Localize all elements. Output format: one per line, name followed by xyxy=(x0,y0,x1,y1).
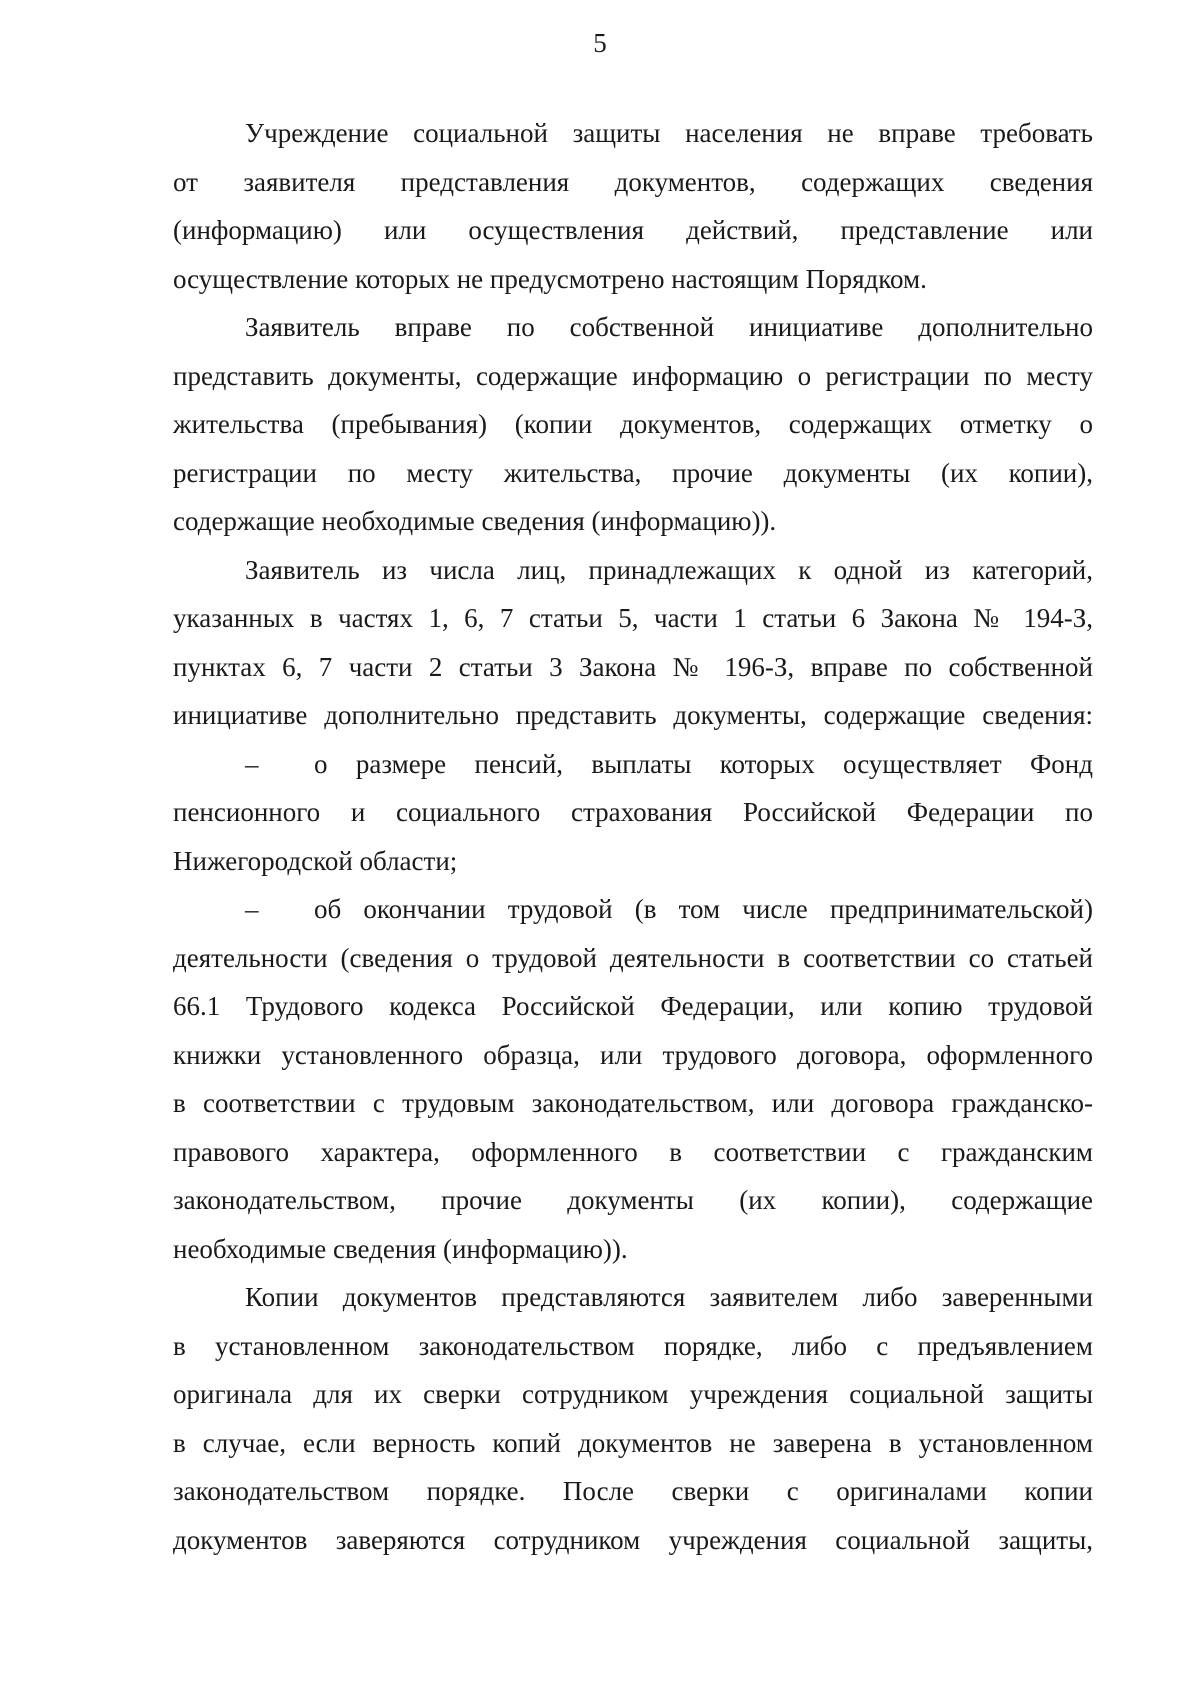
text-line: пунктах 6, 7 части 2 статьи 3 Закона № 196-З, вправе по собственной xyxy=(173,651,1093,682)
text-line: книжки установленного образца, или трудового договора, оформленного xyxy=(173,1039,1093,1070)
text-line: инициативе дополнительно представить документы, содержащие сведения: xyxy=(173,700,1093,730)
paragraph xyxy=(173,546,1093,740)
text-line: пенсионного и социального страхования Российской Федерации по xyxy=(173,797,1093,827)
dash-marker: – xyxy=(245,894,259,924)
text-line: регистрации по месту жительства, прочие документы (их копии), xyxy=(173,457,1093,488)
text-line: (информацию) или осуществления действий, представление или xyxy=(173,215,1093,245)
text-line: Нижегородской области; xyxy=(173,845,458,876)
text-line: необходимые сведения (информацию)). xyxy=(173,1233,628,1264)
text-line: деятельности (сведения о трудовой деятельности в соответствии со статьей xyxy=(173,942,1093,973)
text-line: законодательством, прочие документы (их копии), содержащие xyxy=(173,1185,1093,1215)
text-line: Заявитель из числа лиц, принадлежащих к одной из категорий, xyxy=(245,554,1093,585)
paragraph xyxy=(173,109,1093,303)
text-line: в установленном законодательством порядке, либо с предъявлением xyxy=(173,1330,1093,1361)
text-line: в соответствии с трудовым законодательством, или договора гражданско- xyxy=(173,1088,1093,1118)
text-line xyxy=(173,740,1093,789)
paragraph xyxy=(173,1273,1093,1564)
text-line xyxy=(173,885,1093,934)
text-line: Заявитель вправе по собственной инициативе дополнительно xyxy=(245,312,1093,342)
text-line: правового характера, оформленного в соответствии с гражданским xyxy=(173,1136,1093,1167)
text-line: содержащие необходимые сведения (информацию)). xyxy=(173,506,777,536)
text-line: от заявителя представления документов, содержащих сведения xyxy=(173,166,1093,197)
dash-list-item xyxy=(173,740,1093,886)
dash-text: об окончании трудовой (в том числе предпринимательской) xyxy=(314,894,1093,924)
text-line: законодательством порядке. После сверки с оригиналами копии xyxy=(173,1476,1093,1506)
paragraph xyxy=(173,303,1093,546)
document-body xyxy=(173,109,1093,1564)
text-line: документов заверяются сотрудником учреждения социальной защиты, xyxy=(173,1524,1093,1555)
text-line: представить документы, содержащие информацию о регистрации по месту xyxy=(173,360,1093,391)
dash-list-item xyxy=(173,885,1093,1273)
text-line: жительства (пребывания) (копии документов, содержащих отметку о xyxy=(173,409,1093,439)
text-line: осуществление которых не предусмотрено настоящим Порядком. xyxy=(173,263,927,294)
text-line: 66.1 Трудового кодекса Российской Федерации, или копию трудовой xyxy=(173,991,1093,1021)
text-line: указанных в частях 1, 6, 7 статьи 5, части 1 статьи 6 Закона № 194-З, xyxy=(173,603,1093,633)
text-line: оригинала для их сверки сотрудником учреждения социальной защиты xyxy=(173,1379,1093,1409)
text-line: Учреждение социальной защиты населения не вправе требовать xyxy=(245,118,1093,148)
text-line: Копии документов представляются заявителем либо заверенными xyxy=(245,1282,1093,1312)
dash-marker: – xyxy=(245,748,259,779)
text-line: в случае, если верность копий документов не заверена в установленном xyxy=(173,1427,1093,1458)
dash-text: о размере пенсий, выплаты которых осуществляет Фонд xyxy=(314,748,1093,779)
page-number: 5 xyxy=(593,28,607,58)
